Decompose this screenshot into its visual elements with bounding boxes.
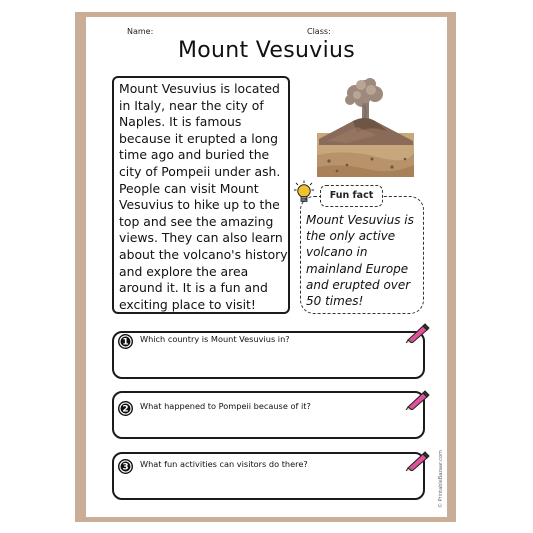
- fun-fact-heading: Fun fact: [320, 185, 383, 207]
- name-label: Name:: [127, 27, 154, 36]
- pencil-icon: [404, 321, 430, 343]
- question-text-2: What happened to Pompeii because of it?: [140, 401, 311, 411]
- pencil-icon: [404, 449, 430, 471]
- pencil-icon: [404, 388, 430, 410]
- copyright-text: © PrintableBazaar.com: [438, 450, 444, 508]
- class-label: Class:: [307, 27, 331, 36]
- volcano-illustration: [317, 75, 414, 177]
- question-number-3: 3: [122, 462, 129, 473]
- question-text-1: Which country is Mount Vesuvius in?: [140, 334, 290, 344]
- question-box-2[interactable]: [112, 391, 425, 439]
- fun-fact-text: Mount Vesuvius is the only active volcano in mainland Europe and erupted over 50 times!: [306, 213, 414, 309]
- page-title: Mount Vesuvius: [178, 38, 355, 63]
- copyright-notice: [436, 380, 444, 510]
- question-text-3: What fun activities can visitors do there?: [140, 459, 308, 469]
- reading-passage: [112, 76, 290, 314]
- number-badge-1: [118, 334, 133, 349]
- passage-text: Mount Vesuvius is located in Italy, near the city of Naples. It is famous because it erupted a long time ago and buried the city of Pompeii under ash. People can visit Mount Vesuvius to hike up to the top and see the amazing views. They can also learn about the volcano's history and explore the area around it. It is a fun and exciting place to visit!: [119, 81, 288, 312]
- number-badge-3: [118, 459, 133, 474]
- number-badge-2: [118, 401, 133, 416]
- question-number-2: 2: [122, 404, 129, 415]
- question-number-1: 1: [122, 337, 129, 348]
